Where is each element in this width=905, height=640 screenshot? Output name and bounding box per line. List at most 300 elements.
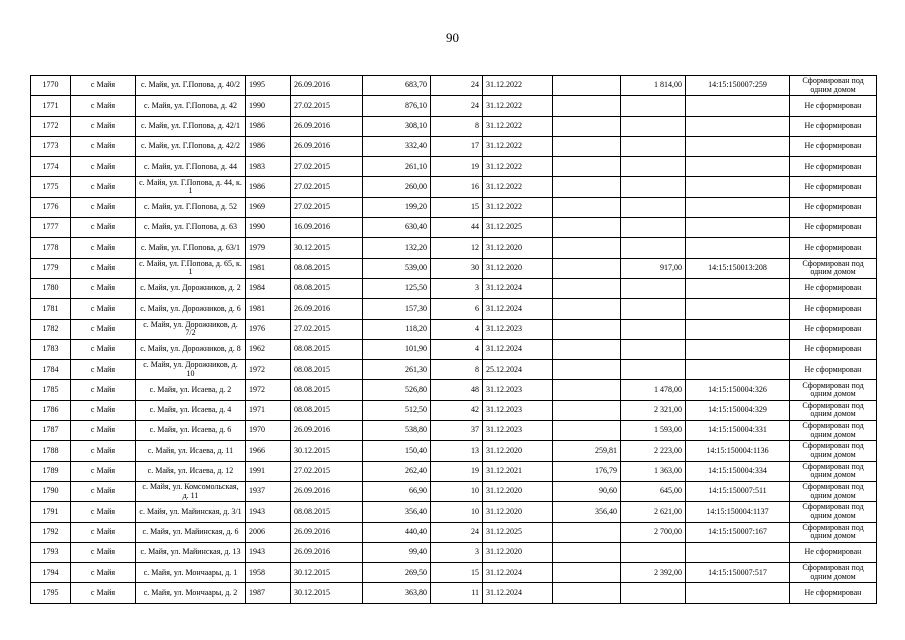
cell-deadline: 31.12.2021 [483, 461, 553, 481]
cell-deadline: 31.12.2025 [483, 218, 553, 238]
cell-row-number: 1791 [31, 502, 71, 522]
cell-deadline: 31.12.2023 [483, 319, 553, 339]
cell-residents: 3 [431, 542, 483, 562]
cell-address: с. Майя, ул. Исаева, д. 11 [136, 441, 246, 461]
cell-address: с. Майя, ул. Майинская, д. 6 [136, 522, 246, 542]
cell-status: Не сформирован [790, 238, 877, 258]
cell-address: с. Майя, ул. Г.Попова, д. 42/1 [136, 116, 246, 136]
cell-area: 440,40 [363, 522, 431, 542]
cell-row-number: 1778 [31, 238, 71, 258]
cell-address: с. Майя, ул. Г.Попова, д. 44, к. 1 [136, 177, 246, 197]
cell-value-a [553, 116, 621, 136]
cell-settlement: с Майя [71, 360, 136, 380]
cell-deadline: 31.12.2020 [483, 481, 553, 501]
cell-year: 1979 [246, 238, 291, 258]
cell-year: 1970 [246, 421, 291, 441]
cell-status: Сформирован под одним домом [790, 421, 877, 441]
table-row [31, 461, 877, 481]
cell-settlement: с Майя [71, 319, 136, 339]
cell-value-a [553, 96, 621, 116]
cell-value-a [553, 380, 621, 400]
cell-date: 08.08.2015 [291, 278, 363, 298]
page-number: 90 [446, 30, 459, 45]
cell-row-number: 1790 [31, 481, 71, 501]
register-table [30, 75, 877, 604]
cell-year: 1991 [246, 461, 291, 481]
cell-settlement: с Майя [71, 522, 136, 542]
cell-value-a [553, 400, 621, 420]
cell-deadline: 31.12.2020 [483, 258, 553, 278]
table-row [31, 177, 877, 197]
cell-row-number: 1775 [31, 177, 71, 197]
cell-row-number: 1785 [31, 380, 71, 400]
cell-area: 150,40 [363, 441, 431, 461]
cell-value-a [553, 299, 621, 319]
cell-deadline: 31.12.2022 [483, 116, 553, 136]
cell-area: 356,40 [363, 502, 431, 522]
cell-value-b [621, 583, 686, 603]
cell-cadastral-number [686, 96, 790, 116]
cell-residents: 24 [431, 522, 483, 542]
cell-cadastral-number: 14:15:150004:1136 [686, 441, 790, 461]
table-row [31, 563, 877, 583]
cell-date: 30.12.2015 [291, 441, 363, 461]
cell-cadastral-number: 14:15:150007:259 [686, 76, 790, 96]
cell-cadastral-number [686, 177, 790, 197]
cell-cadastral-number: 14:15:150004:1137 [686, 502, 790, 522]
cell-value-b: 1 593,00 [621, 421, 686, 441]
cell-date: 30.12.2015 [291, 583, 363, 603]
cell-residents: 4 [431, 319, 483, 339]
cell-date: 27.02.2015 [291, 177, 363, 197]
cell-value-b [621, 238, 686, 258]
cell-address: с. Майя, ул. Г.Попова, д. 40/2 [136, 76, 246, 96]
cell-settlement: с Майя [71, 299, 136, 319]
cell-year: 1981 [246, 258, 291, 278]
cell-date: 26.09.2016 [291, 481, 363, 501]
cell-status: Сформирован под одним домом [790, 461, 877, 481]
cell-address: с. Майя, ул. Г.Попова, д. 44 [136, 157, 246, 177]
cell-value-a [553, 238, 621, 258]
cell-value-b: 2 700,00 [621, 522, 686, 542]
cell-address: с. Майя, ул. Г.Попова, д. 63 [136, 218, 246, 238]
cell-year: 1986 [246, 177, 291, 197]
cell-row-number: 1774 [31, 157, 71, 177]
cell-deadline: 31.12.2022 [483, 197, 553, 217]
cell-deadline: 31.12.2022 [483, 157, 553, 177]
cell-row-number: 1773 [31, 136, 71, 156]
cell-status: Сформирован под одним домом [790, 522, 877, 542]
cell-date: 26.09.2016 [291, 299, 363, 319]
table-row [31, 76, 877, 96]
cell-area: 876,10 [363, 96, 431, 116]
cell-value-b [621, 278, 686, 298]
cell-cadastral-number [686, 197, 790, 217]
cell-cadastral-number [686, 278, 790, 298]
cell-area: 157,30 [363, 299, 431, 319]
cell-cadastral-number [686, 319, 790, 339]
cell-residents: 10 [431, 502, 483, 522]
cell-settlement: с Майя [71, 96, 136, 116]
cell-value-a: 90,60 [553, 481, 621, 501]
cell-status: Сформирован под одним домом [790, 380, 877, 400]
cell-deadline: 31.12.2020 [483, 502, 553, 522]
cell-value-b [621, 542, 686, 562]
cell-year: 1962 [246, 339, 291, 359]
cell-settlement: с Майя [71, 583, 136, 603]
cell-cadastral-number [686, 238, 790, 258]
cell-residents: 19 [431, 157, 483, 177]
cell-area: 66,90 [363, 481, 431, 501]
cell-address: с. Майя, ул. Дорожников, д. 10 [136, 360, 246, 380]
cell-value-a [553, 218, 621, 238]
table-row [31, 421, 877, 441]
cell-row-number: 1788 [31, 441, 71, 461]
cell-value-b [621, 136, 686, 156]
cell-value-b: 645,00 [621, 481, 686, 501]
cell-deadline: 25.12.2024 [483, 360, 553, 380]
cell-status: Не сформирован [790, 177, 877, 197]
cell-address: с. Майя, ул. Исаева, д. 12 [136, 461, 246, 481]
cell-deadline: 31.12.2024 [483, 563, 553, 583]
cell-year: 1990 [246, 96, 291, 116]
table-row [31, 299, 877, 319]
cell-residents: 15 [431, 563, 483, 583]
cell-residents: 12 [431, 238, 483, 258]
cell-address: с. Майя, ул. Исаева, д. 6 [136, 421, 246, 441]
cell-date: 30.12.2015 [291, 238, 363, 258]
cell-address: с. Майя, ул. Г.Попова, д. 63/1 [136, 238, 246, 258]
cell-status: Сформирован под одним домом [790, 563, 877, 583]
cell-date: 26.09.2016 [291, 542, 363, 562]
cell-address: с. Майя, ул. Майинская, д. 13 [136, 542, 246, 562]
cell-settlement: с Майя [71, 481, 136, 501]
cell-row-number: 1779 [31, 258, 71, 278]
cell-deadline: 31.12.2023 [483, 421, 553, 441]
cell-cadastral-number: 14:15:150007:167 [686, 522, 790, 542]
cell-settlement: с Майя [71, 441, 136, 461]
cell-deadline: 31.12.2022 [483, 96, 553, 116]
cell-date: 26.09.2016 [291, 421, 363, 441]
cell-address: с. Майя, ул. Дорожников, д. 7/2 [136, 319, 246, 339]
cell-residents: 17 [431, 136, 483, 156]
table-row [31, 116, 877, 136]
cell-year: 2006 [246, 522, 291, 542]
cell-value-b: 917,00 [621, 258, 686, 278]
cell-row-number: 1793 [31, 542, 71, 562]
cell-area: 512,50 [363, 400, 431, 420]
cell-row-number: 1792 [31, 522, 71, 542]
cell-cadastral-number: 14:15:150004:334 [686, 461, 790, 481]
cell-cadastral-number [686, 542, 790, 562]
cell-residents: 24 [431, 76, 483, 96]
cell-settlement: с Майя [71, 116, 136, 136]
cell-value-a [553, 177, 621, 197]
cell-residents: 30 [431, 258, 483, 278]
cell-address: с. Майя, ул. Г.Попова, д. 65, к. 1 [136, 258, 246, 278]
cell-row-number: 1789 [31, 461, 71, 481]
table-row [31, 339, 877, 359]
cell-value-b: 2 223,00 [621, 441, 686, 461]
cell-status: Сформирован под одним домом [790, 481, 877, 501]
cell-value-a [553, 421, 621, 441]
cell-area: 132,20 [363, 238, 431, 258]
cell-year: 1995 [246, 76, 291, 96]
cell-value-a [553, 136, 621, 156]
cell-address: с. Майя, ул. Дорожников, д. 6 [136, 299, 246, 319]
cell-row-number: 1786 [31, 400, 71, 420]
cell-area: 125,50 [363, 278, 431, 298]
cell-deadline: 31.12.2020 [483, 238, 553, 258]
cell-year: 1937 [246, 481, 291, 501]
cell-year: 1986 [246, 116, 291, 136]
cell-value-a: 259,81 [553, 441, 621, 461]
table-row [31, 400, 877, 420]
cell-value-a [553, 360, 621, 380]
cell-area: 308,10 [363, 116, 431, 136]
cell-value-a [553, 197, 621, 217]
cell-date: 27.02.2015 [291, 319, 363, 339]
table-row [31, 319, 877, 339]
cell-deadline: 31.12.2024 [483, 339, 553, 359]
cell-cadastral-number [686, 583, 790, 603]
cell-residents: 4 [431, 339, 483, 359]
cell-year: 1966 [246, 441, 291, 461]
cell-residents: 37 [431, 421, 483, 441]
cell-status: Не сформирован [790, 278, 877, 298]
cell-status: Не сформирован [790, 157, 877, 177]
cell-status: Сформирован под одним домом [790, 400, 877, 420]
cell-value-b [621, 218, 686, 238]
cell-area: 363,80 [363, 583, 431, 603]
cell-value-b: 2 321,00 [621, 400, 686, 420]
cell-cadastral-number: 14:15:150004:326 [686, 380, 790, 400]
cell-residents: 48 [431, 380, 483, 400]
cell-address: с. Майя, ул. Мончаары, д. 2 [136, 583, 246, 603]
cell-residents: 10 [431, 481, 483, 501]
table-row [31, 583, 877, 603]
cell-deadline: 31.12.2022 [483, 177, 553, 197]
table-row [31, 157, 877, 177]
table-row [31, 441, 877, 461]
cell-cadastral-number: 14:15:150007:517 [686, 563, 790, 583]
cell-status: Не сформирован [790, 583, 877, 603]
cell-row-number: 1782 [31, 319, 71, 339]
cell-area: 260,00 [363, 177, 431, 197]
cell-settlement: с Майя [71, 461, 136, 481]
table-row [31, 278, 877, 298]
cell-address: с. Майя, ул. Дорожников, д. 8 [136, 339, 246, 359]
cell-value-b [621, 96, 686, 116]
cell-status: Сформирован под одним домом [790, 441, 877, 461]
cell-date: 08.08.2015 [291, 380, 363, 400]
cell-settlement: с Майя [71, 76, 136, 96]
cell-cadastral-number [686, 157, 790, 177]
cell-cadastral-number [686, 299, 790, 319]
cell-status: Не сформирован [790, 197, 877, 217]
cell-year: 1958 [246, 563, 291, 583]
cell-residents: 44 [431, 218, 483, 238]
cell-date: 26.09.2016 [291, 116, 363, 136]
cell-value-b [621, 319, 686, 339]
table-row [31, 502, 877, 522]
cell-row-number: 1770 [31, 76, 71, 96]
cell-date: 26.09.2016 [291, 522, 363, 542]
cell-area: 538,80 [363, 421, 431, 441]
cell-cadastral-number [686, 218, 790, 238]
cell-row-number: 1776 [31, 197, 71, 217]
cell-area: 269,50 [363, 563, 431, 583]
cell-row-number: 1795 [31, 583, 71, 603]
cell-cadastral-number: 14:15:150004:329 [686, 400, 790, 420]
cell-deadline: 31.12.2022 [483, 76, 553, 96]
cell-address: с. Майя, ул. Комсомольская, д. 11 [136, 481, 246, 501]
cell-deadline: 31.12.2025 [483, 522, 553, 542]
cell-address: с. Майя, ул. Г.Попова, д. 42/2 [136, 136, 246, 156]
cell-row-number: 1781 [31, 299, 71, 319]
cell-row-number: 1787 [31, 421, 71, 441]
cell-date: 27.02.2015 [291, 157, 363, 177]
cell-settlement: с Майя [71, 197, 136, 217]
table-row [31, 238, 877, 258]
cell-area: 118,20 [363, 319, 431, 339]
cell-settlement: с Майя [71, 218, 136, 238]
cell-settlement: с Майя [71, 400, 136, 420]
cell-cadastral-number [686, 339, 790, 359]
cell-area: 262,40 [363, 461, 431, 481]
cell-year: 1943 [246, 502, 291, 522]
cell-area: 101,90 [363, 339, 431, 359]
cell-residents: 16 [431, 177, 483, 197]
cell-date: 27.02.2015 [291, 461, 363, 481]
cell-residents: 6 [431, 299, 483, 319]
cell-date: 27.02.2015 [291, 197, 363, 217]
register-table-body [31, 76, 877, 604]
cell-year: 1969 [246, 197, 291, 217]
cell-settlement: с Майя [71, 157, 136, 177]
cell-year: 1972 [246, 360, 291, 380]
cell-status: Не сформирован [790, 116, 877, 136]
cell-settlement: с Майя [71, 502, 136, 522]
cell-value-b [621, 177, 686, 197]
cell-row-number: 1780 [31, 278, 71, 298]
cell-value-b [621, 116, 686, 136]
cell-cadastral-number [686, 136, 790, 156]
cell-deadline: 31.12.2024 [483, 278, 553, 298]
cell-row-number: 1777 [31, 218, 71, 238]
cell-row-number: 1784 [31, 360, 71, 380]
cell-value-b [621, 197, 686, 217]
cell-residents: 42 [431, 400, 483, 420]
cell-row-number: 1772 [31, 116, 71, 136]
cell-value-b [621, 339, 686, 359]
cell-status: Не сформирован [790, 96, 877, 116]
table-row [31, 258, 877, 278]
cell-value-b: 1 814,00 [621, 76, 686, 96]
cell-value-a: 356,40 [553, 502, 621, 522]
cell-date: 08.08.2015 [291, 339, 363, 359]
cell-row-number: 1794 [31, 563, 71, 583]
cell-value-b [621, 360, 686, 380]
cell-status: Сформирован под одним домом [790, 76, 877, 96]
cell-year: 1981 [246, 299, 291, 319]
cell-settlement: с Майя [71, 238, 136, 258]
cell-date: 08.08.2015 [291, 258, 363, 278]
cell-settlement: с Майя [71, 339, 136, 359]
cell-address: с. Майя, ул. Г.Попова, д. 42 [136, 96, 246, 116]
cell-year: 1990 [246, 218, 291, 238]
cell-area: 539,00 [363, 258, 431, 278]
cell-value-a: 176,79 [553, 461, 621, 481]
cell-value-a [553, 278, 621, 298]
cell-date: 08.08.2015 [291, 360, 363, 380]
cell-value-a [553, 583, 621, 603]
cell-settlement: с Майя [71, 136, 136, 156]
cell-address: с. Майя, ул. Дорожников, д. 2 [136, 278, 246, 298]
cell-settlement: с Майя [71, 278, 136, 298]
cell-year: 1972 [246, 380, 291, 400]
cell-deadline: 31.12.2024 [483, 299, 553, 319]
cell-cadastral-number [686, 360, 790, 380]
cell-residents: 19 [431, 461, 483, 481]
cell-year: 1986 [246, 136, 291, 156]
cell-date: 30.12.2015 [291, 563, 363, 583]
cell-value-b: 1 363,00 [621, 461, 686, 481]
cell-year: 1976 [246, 319, 291, 339]
cell-value-a [553, 563, 621, 583]
table-row [31, 542, 877, 562]
cell-address: с. Майя, ул. Исаева, д. 4 [136, 400, 246, 420]
cell-deadline: 31.12.2020 [483, 542, 553, 562]
cell-residents: 15 [431, 197, 483, 217]
cell-settlement: с Майя [71, 563, 136, 583]
cell-residents: 8 [431, 116, 483, 136]
cell-status: Не сформирован [790, 136, 877, 156]
cell-residents: 11 [431, 583, 483, 603]
cell-value-a [553, 542, 621, 562]
table-row [31, 360, 877, 380]
table-row [31, 96, 877, 116]
cell-deadline: 31.12.2023 [483, 400, 553, 420]
cell-area: 526,80 [363, 380, 431, 400]
cell-date: 27.02.2015 [291, 96, 363, 116]
cell-status: Сформирован под одним домом [790, 258, 877, 278]
cell-year: 1983 [246, 157, 291, 177]
cell-area: 261,30 [363, 360, 431, 380]
cell-value-a [553, 319, 621, 339]
cell-value-b [621, 157, 686, 177]
cell-year: 1971 [246, 400, 291, 420]
cell-settlement: с Майя [71, 380, 136, 400]
cell-status: Не сформирован [790, 360, 877, 380]
table-row [31, 197, 877, 217]
cell-year: 1987 [246, 583, 291, 603]
cell-status: Не сформирован [790, 218, 877, 238]
cell-year: 1984 [246, 278, 291, 298]
table-row [31, 136, 877, 156]
cell-area: 199,20 [363, 197, 431, 217]
cell-date: 08.08.2015 [291, 502, 363, 522]
cell-area: 99,40 [363, 542, 431, 562]
cell-date: 16.09.2016 [291, 218, 363, 238]
cell-status: Не сформирован [790, 299, 877, 319]
cell-area: 683,70 [363, 76, 431, 96]
cell-cadastral-number: 14:15:150007:511 [686, 481, 790, 501]
cell-date: 08.08.2015 [291, 400, 363, 420]
cell-date: 26.09.2016 [291, 136, 363, 156]
table-row [31, 522, 877, 542]
cell-residents: 3 [431, 278, 483, 298]
